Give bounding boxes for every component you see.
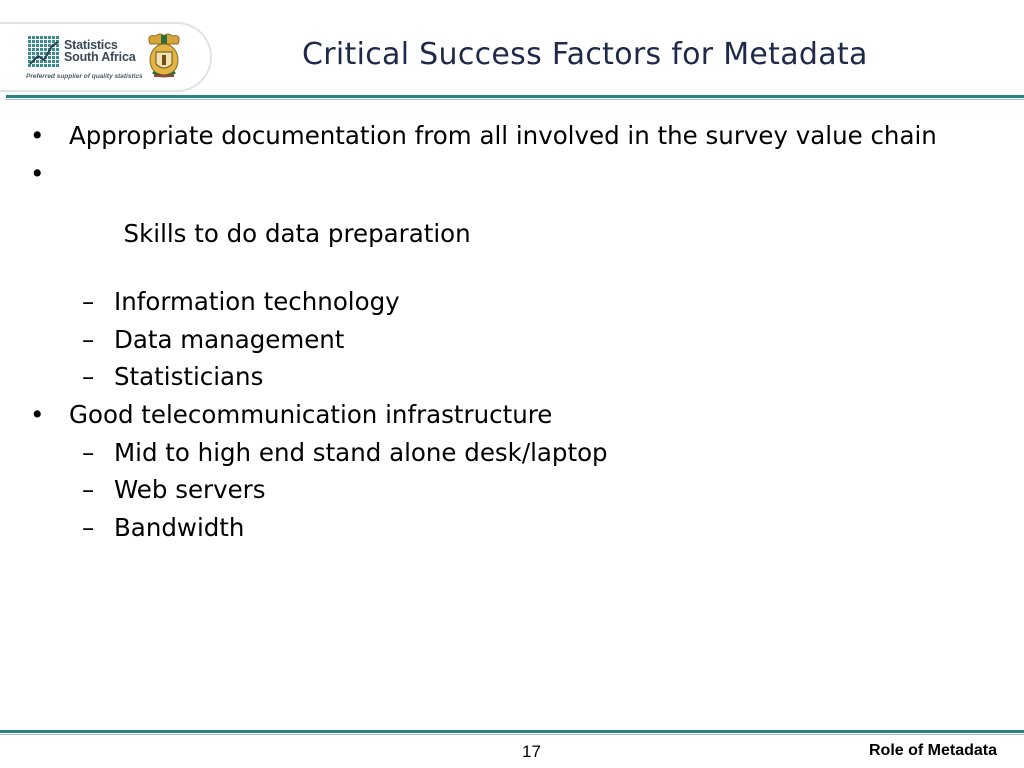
sub-bullet-marker: – bbox=[82, 287, 95, 316]
sub-bullet-text: Data management bbox=[114, 324, 345, 354]
bullet-text: Good telecommunication infrastructure bbox=[69, 399, 553, 429]
slide-title: Critical Success Factors for Metadata bbox=[302, 37, 868, 72]
stats-grid-icon bbox=[28, 36, 60, 68]
bullet-item bbox=[30, 121, 990, 151]
sub-bullet-marker: – bbox=[82, 362, 95, 391]
sub-bullet-text: Mid to high end stand alone desk/laptop bbox=[114, 437, 608, 467]
coat-of-arms-icon bbox=[144, 32, 184, 82]
sub-bullet-text: Information technology bbox=[114, 287, 400, 316]
bullet-marker: • bbox=[30, 159, 45, 188]
sub-bullet-text: Web servers bbox=[114, 475, 266, 504]
sub-bullet-text: Statisticians bbox=[114, 362, 264, 391]
logo-line-2: South Africa bbox=[64, 50, 136, 64]
bullet-text: Skills to do data preparation bbox=[115, 219, 471, 248]
header-divider-thin bbox=[6, 99, 1024, 100]
sub-bullet-item bbox=[30, 438, 990, 468]
sub-bullet-marker: – bbox=[82, 512, 95, 542]
bullet-item bbox=[30, 159, 990, 279]
header-divider bbox=[6, 95, 1024, 98]
sub-bullet-marker: – bbox=[82, 324, 95, 354]
footer-title: Role of Metadata bbox=[868, 742, 997, 759]
footer-divider bbox=[0, 730, 1024, 733]
logo-tagline: Preferred supplier of quality statistics bbox=[26, 73, 143, 80]
sub-bullet-text: Bandwidth bbox=[114, 512, 245, 542]
page-number: 17 bbox=[522, 742, 541, 761]
bullet-marker: • bbox=[30, 399, 45, 429]
logo-line-1: Statistics bbox=[64, 38, 118, 52]
logo-wordmark bbox=[64, 39, 154, 63]
bullet-list bbox=[30, 121, 990, 550]
sub-bullet-item bbox=[30, 287, 990, 317]
sub-bullet-item bbox=[30, 475, 990, 505]
bullet-marker: • bbox=[30, 121, 45, 150]
sub-bullet-item bbox=[30, 325, 990, 355]
bullet-text: Appropriate documentation from all involved in the survey value chain bbox=[69, 121, 937, 150]
sub-bullet-marker: – bbox=[82, 475, 95, 504]
footer-divider-thin bbox=[0, 734, 1024, 735]
sub-bullet-item bbox=[30, 513, 990, 543]
sub-bullet-marker: – bbox=[82, 437, 95, 467]
bullet-item bbox=[30, 400, 990, 430]
sub-bullet-item bbox=[30, 362, 990, 392]
